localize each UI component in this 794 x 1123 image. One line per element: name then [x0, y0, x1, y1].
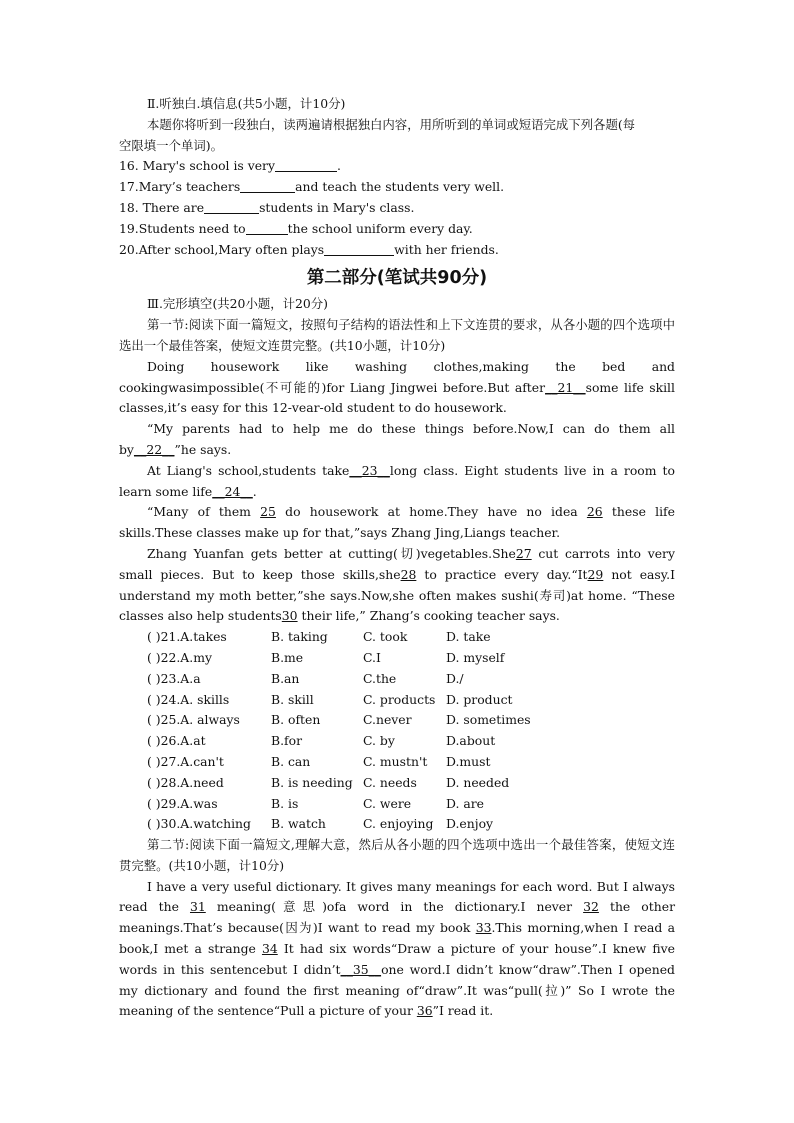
exam-page [119, 94, 675, 1022]
blank-25: 25 [260, 504, 276, 520]
blank-29: 29 [587, 566, 604, 582]
question-16: 16. Mary's school is very . [119, 158, 341, 174]
passage1-paragraph2: “My parents had to help me do these things before.Now,I can do them all by__22__”he says. [119, 421, 675, 457]
blank-34: 34 [261, 941, 278, 957]
option-row-29[interactable]: ( )29.A.was B. is C. were D. are [147, 795, 485, 811]
option-row-23[interactable]: ( )23.A.a B.an C.the D./ [147, 670, 464, 686]
section-2-instruction-line1: 本题你将听到一段独白，读两遍请根据独白内容，用所听到的单词或短语完成下列各题(每 [147, 116, 636, 132]
blank-28: 28 [400, 566, 417, 582]
blank-26: 26 [586, 504, 603, 520]
question-20: 20.After school,Mary often plays with her friends. [119, 241, 499, 257]
blank-22: __22__ [133, 441, 175, 457]
section-3-heading: Ⅲ.完形填空(共20小题，计20分) [147, 296, 328, 312]
option-row-26[interactable]: ( )26.A.at B.for C. by D.about [147, 733, 496, 749]
passage1-paragraph5: Zhang Yuanfan gets better at cutting(切)vegetables.She27 cut carrots into very small pieces. But to keep those skills,she28 to practice every day.“It29 not easy.I understand my moth better,”she says.Now,she often makes sushi(寿司)at home. “These classes also help students30 their life,” Zhang’s cooking teacher says. [119, 545, 675, 624]
section-3-part2-instruction: 第二节:阅读下面一篇短文,理解大意，然后从各小题的四个选项中选出一个最佳答案，使短文连贯完整。(共10小题，计10分) [119, 837, 675, 873]
passage1-paragraph3: At Liang's school,students take__23__long class. Eight students live in a room to learn some life__24__. [119, 462, 675, 499]
blank-32: 32 [583, 899, 599, 915]
section-2-heading: Ⅱ.听独白.填信息(共5小题，计10分) [147, 96, 346, 111]
option-row-24[interactable]: ( )24.A. skills B. skill C. products D. product [147, 691, 513, 707]
option-row-22[interactable]: ( )22.A.my B.me C.I D. myself [147, 649, 505, 665]
option-row-30[interactable]: ( )30.A.watching B. watch C. enjoying D.enjoy [147, 816, 494, 832]
passage1-paragraph1: Doing housework like washing clothes,making the bed and cookingwasimpossible(不可能的)for Liang Jingwei before.But after__21__some life skill classes,it’s easy for this 12-vear-old student to do housework. [119, 358, 675, 416]
blank-23: __23__ [349, 462, 390, 478]
blank-36: 36 [416, 1003, 433, 1019]
answer-blank[interactable] [204, 200, 259, 214]
section-3-part1-instruction: 第一节:阅读下面一篇短文，按照句子结构的语法性和上下文连贯的要求，从各小题的四个选项中选出一个最佳答案，使短文连贯完整。(共10小题，计10分) [119, 317, 675, 353]
answer-blank[interactable] [324, 242, 394, 256]
option-row-27[interactable]: ( )27.A.can't B. can C. mustn't D.must [147, 753, 491, 769]
blank-27: 27 [515, 545, 532, 561]
section-2-instruction-line2: 空限填一个单词)。 [119, 137, 223, 153]
option-row-21[interactable]: ( )21.A.takes B. taking C. took D. take [147, 629, 491, 645]
options-list-21-30 [119, 627, 675, 835]
blank-33: 33 [475, 920, 492, 936]
option-row-28[interactable]: ( )28.A.need B. is needing C. needs D. needed [147, 774, 510, 790]
passage1-paragraph4: “Many of them 25 do housework at home.They have no idea 26 these life skills.These classes make up for that,”says Zhang Jing,Liangs teacher. [119, 504, 675, 541]
answer-blank[interactable] [275, 158, 337, 172]
answer-blank[interactable] [240, 179, 295, 193]
passage2-paragraph1: I have a very useful dictionary. It gives many meanings for each word. But I always read the 31 meaning(意思)ofa word in the dictionary.I never 32 the other meanings.That’s because(因为)I want to read my book 33.This morning,when I read a book,I met a strange 34 It had six words“Draw a picture of your house”.I knew five words in this sentencebut I didn’t__35__one word.I didn’t know“draw”.Then I opened my dictionary and found the first meaning of“draw”.It was“pull(拉)” So I wrote the meaning of the sentence“Pull a picture of your 36”I read it. [119, 878, 675, 1019]
question-17: 17.Mary’s teachers and teach the students very well. [119, 179, 505, 195]
part-2-title: 第二部分(笔试共90分) [306, 268, 488, 289]
blank-21: __21__ [545, 379, 586, 395]
question-18: 18. There are students in Mary's class. [119, 199, 415, 215]
option-row-25[interactable]: ( )25.A. always B. often C.never D. sometimes [147, 712, 531, 728]
question-19: 19.Students need to the school uniform every day. [119, 220, 473, 236]
blank-35: __35__ [340, 961, 382, 977]
blank-30: 30 [281, 608, 298, 624]
answer-blank[interactable] [246, 221, 288, 235]
blank-31: 31 [189, 899, 206, 915]
blank-24: __24__ [212, 483, 253, 499]
